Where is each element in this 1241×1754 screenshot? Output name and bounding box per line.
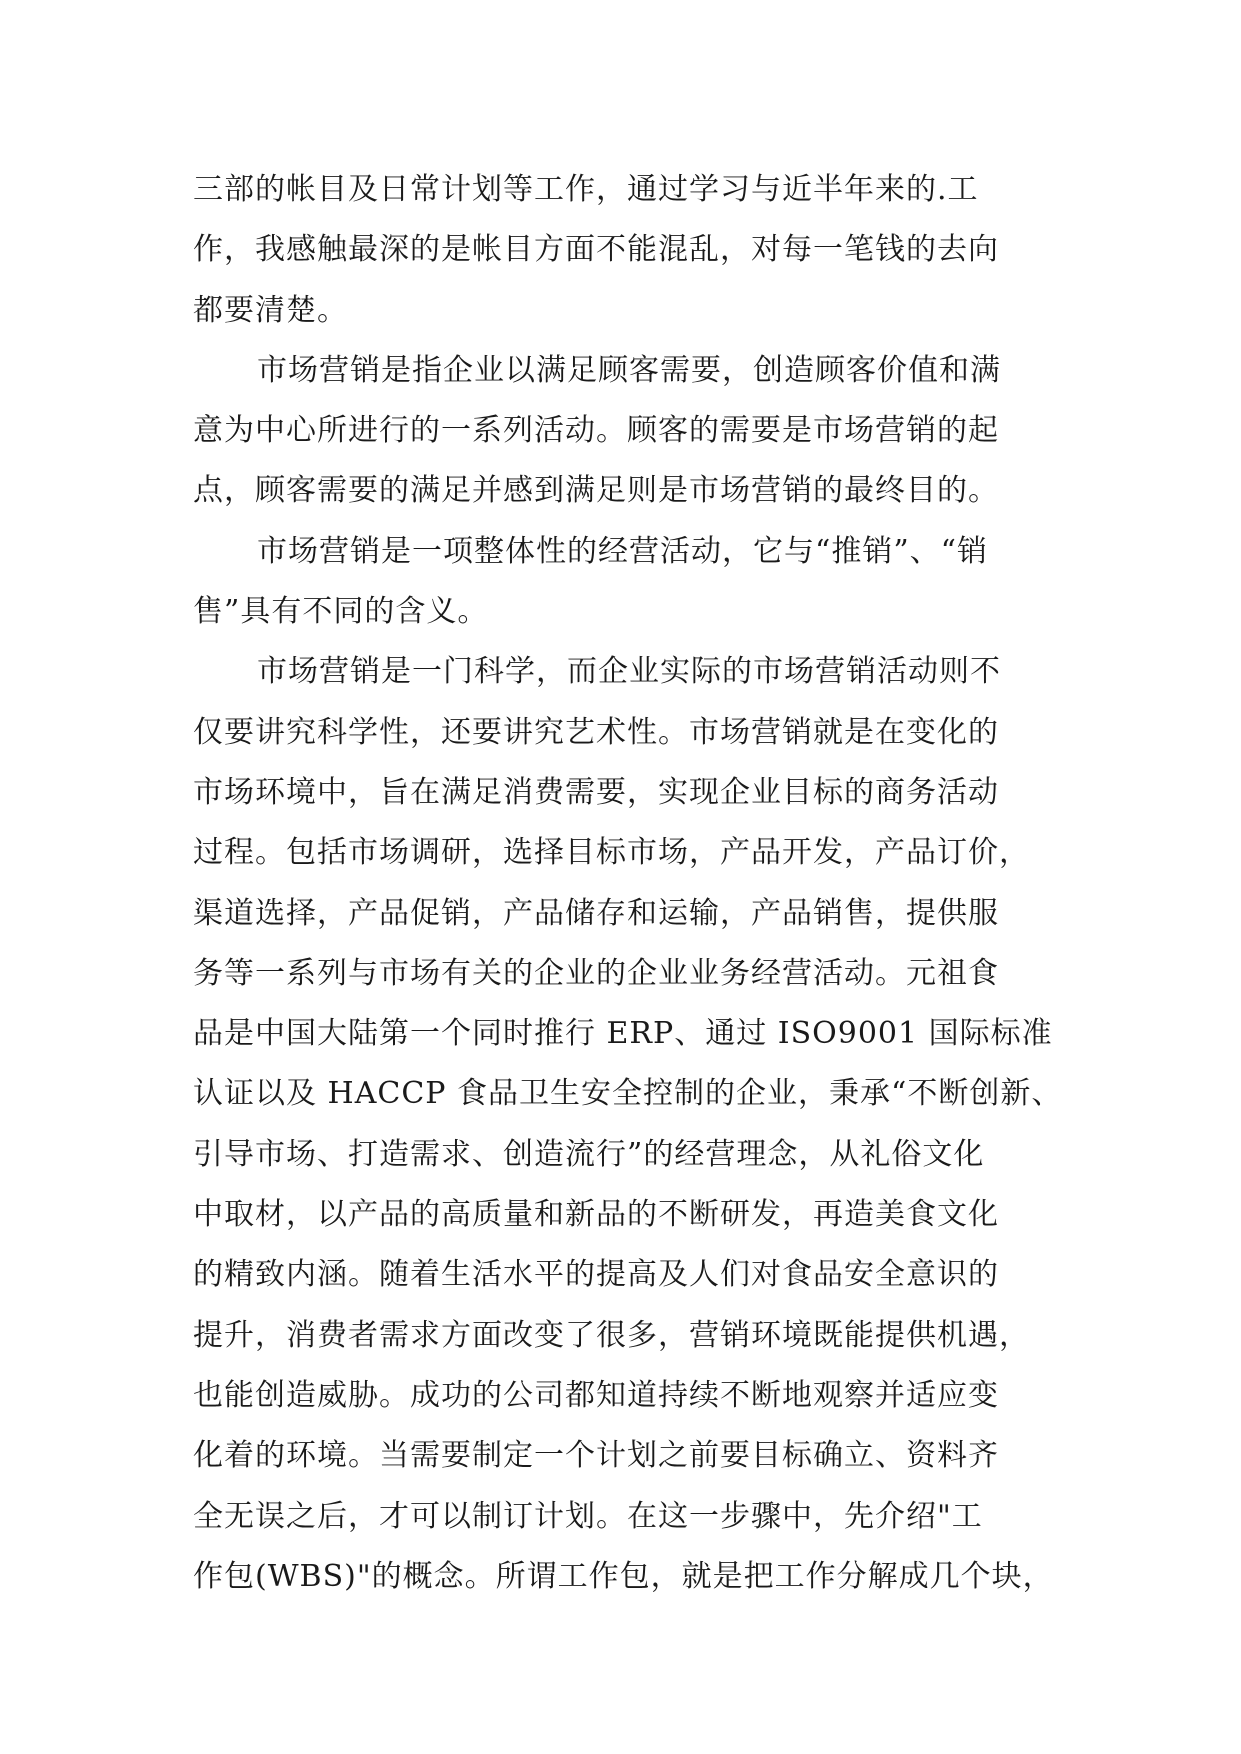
text-line: 也能创造威胁。成功的公司都知道持续不断地观察并适应变 bbox=[193, 1377, 999, 1413]
text-line: 全无误之后，才可以制订计划。在这一步骤中，先介绍"工 bbox=[193, 1498, 983, 1534]
text-line: 市场营销是一项整体性的经营活动，它与“推销”、“销 bbox=[257, 533, 989, 569]
text-line: 的精致内涵。随着生活水平的提高及人们对食品安全意识的 bbox=[193, 1257, 999, 1293]
text-line: 市场营销是一门科学，而企业实际的市场营销活动则不 bbox=[257, 654, 1001, 690]
text-line: 售”具有不同的含义。 bbox=[193, 594, 489, 630]
body-text bbox=[193, 160, 1073, 1607]
text-line: 务等一系列与市场有关的企业的企业业务经营活动。元祖食 bbox=[193, 955, 999, 991]
text-line: 都要清楚。 bbox=[193, 292, 348, 328]
text-line: 点，顾客需要的满足并感到满足则是市场营销的最终目的。 bbox=[193, 473, 999, 509]
text-line: 过程。包括市场调研，选择目标市场，产品开发，产品订价， bbox=[193, 835, 1030, 871]
text-line: 作包(WBS)"的概念。所谓工作包，就是把工作分解成几个块， bbox=[193, 1558, 1054, 1594]
text-line: 仅要讲究科学性，还要讲究艺术性。市场营销就是在变化的 bbox=[193, 714, 999, 750]
text-line: 提升，消费者需求方面改变了很多，营销环境既能提供机遇， bbox=[193, 1317, 1030, 1353]
text-line: 化着的环境。当需要制定一个计划之前要目标确立、资料齐 bbox=[193, 1438, 999, 1474]
text-line: 意为中心所进行的一系列活动。顾客的需要是市场营销的起 bbox=[193, 413, 999, 449]
text-line: 渠道选择，产品促销，产品储存和运输，产品销售，提供服 bbox=[193, 895, 999, 931]
text-line: 三部的帐目及日常计划等工作，通过学习与近半年来的.工 bbox=[193, 172, 979, 207]
text-line: 市场环境中，旨在满足消费需要，实现企业目标的商务活动 bbox=[193, 774, 999, 810]
text-line: 品是中国大陆第一个同时推行 ERP、通过 ISO9001 国际标准 bbox=[193, 1016, 1053, 1052]
text-line: 引导市场、打造需求、创造流行”的经营理念，从礼俗文化 bbox=[193, 1136, 985, 1172]
text-line: 市场营销是指企业以满足顾客需要，创造顾客价值和满 bbox=[257, 352, 1001, 388]
text-line: 中取材，以产品的高质量和新品的不断研发，再造美食文化 bbox=[193, 1197, 999, 1233]
text-line: 认证以及 HACCP 食品卫生安全控制的企业，秉承“不断创新、 bbox=[193, 1076, 1063, 1112]
text-line: 作，我感触最深的是帐目方面不能混乱，对每一笔钱的去向 bbox=[193, 232, 999, 268]
